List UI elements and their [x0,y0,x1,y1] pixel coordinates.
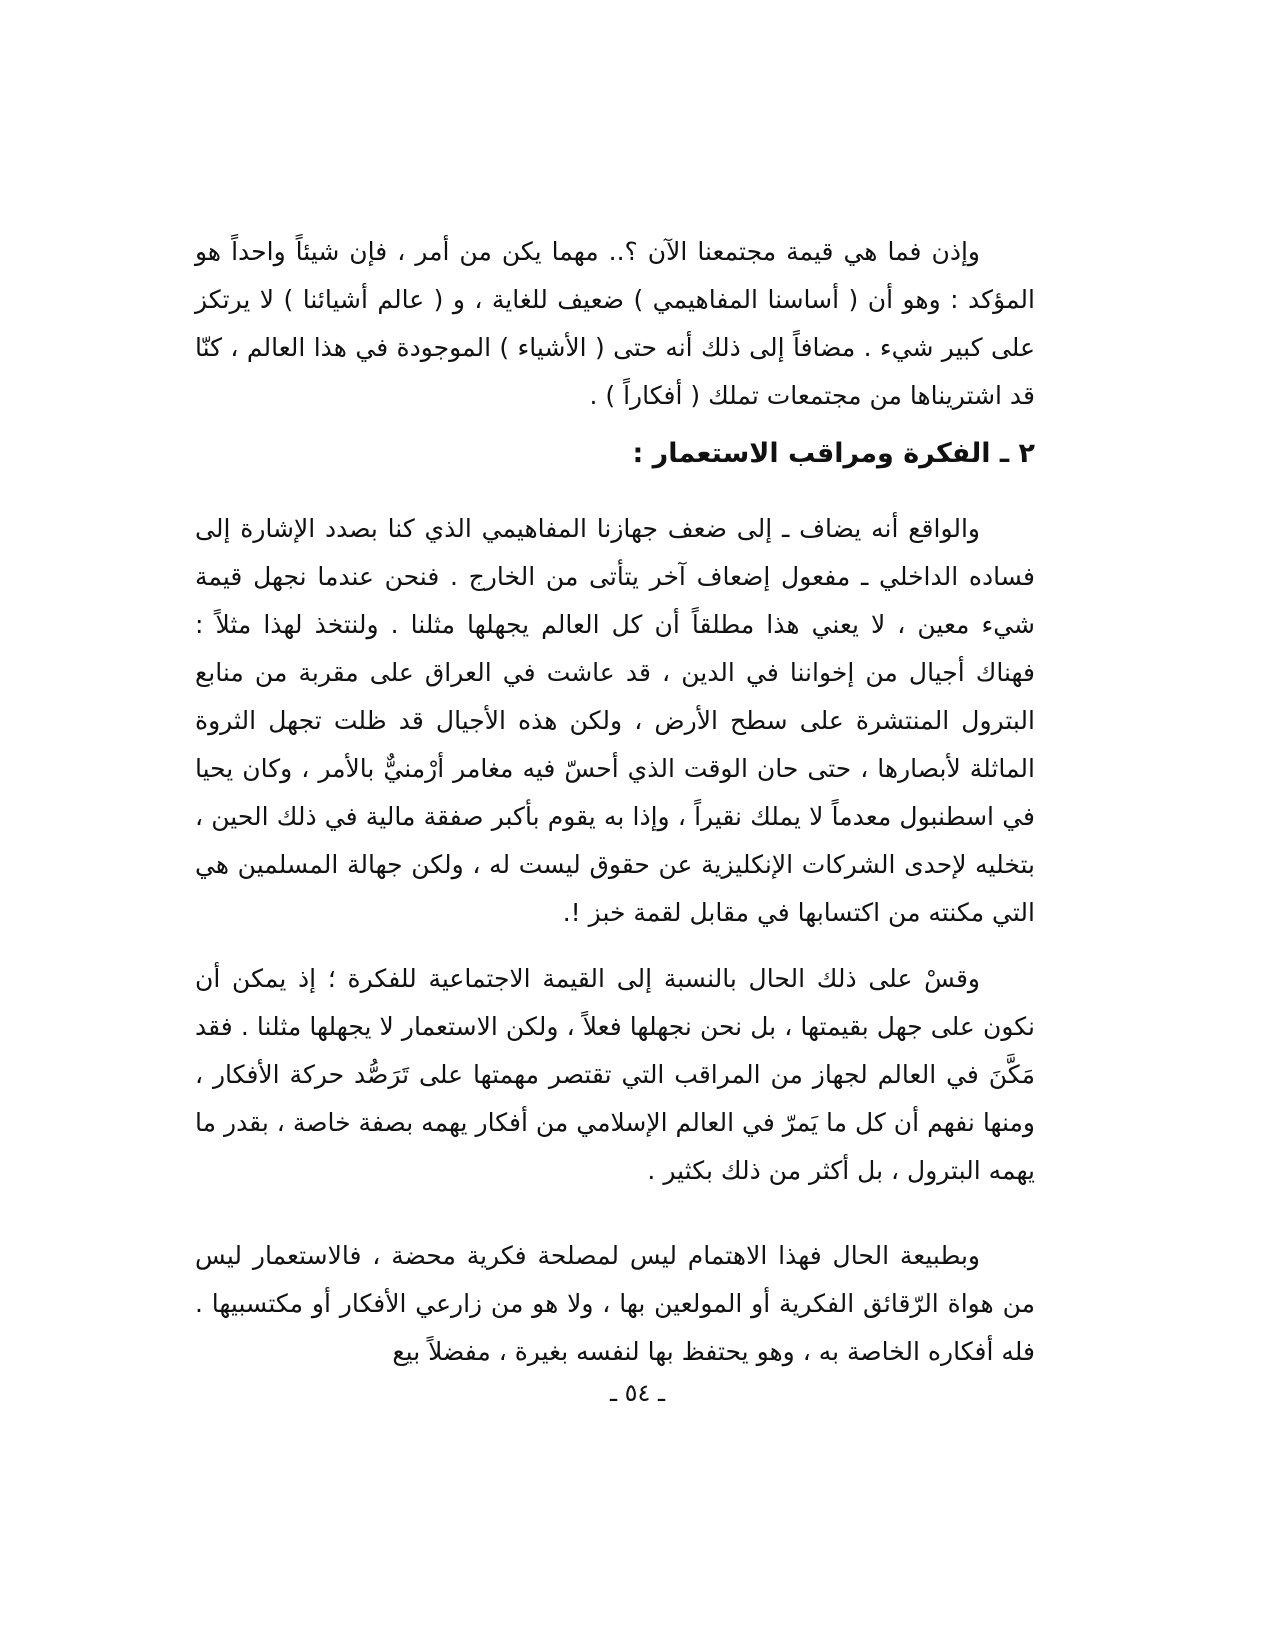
paragraph-2-text: والواقع أنه يضاف ـ إلى ضعف جهازنا المفاهيمي الذي كنا بصدد الإشارة إلى فساده الداخلي ـ مفعول إضعاف آخر يتأتى من الخارج . فنحن عندما نجهل قيمة شيء معين ، لا يعني هذا مطلقاً أن كل العالم يجهلها مثلنا . ولنتخذ لهذا مثلاً : فهناك أجيال من إخواننا في الدين ، قد عاشت في العراق على مقربة من منابع البترول المنتشرة على سطح الأرض ، ولكن هذه الأجيال قد ظلت تجهل الثروة الماثلة لأبصارها ، حتى حان الوقت الذي أحسّ فيه مغامر أرْمنيٌّ بالأمر ، وكان يحيا في اسطنبول معدماً لا يملك نقيراً ، وإذا به يقوم بأكبر صفقة مالية في ذلك الحين ، بتخليه لإحدى الشركات الإنكليزية عن حقوق ليست له ، ولكن جهالة المسلمين هي التي مكنته من اكتسابها في مقابل لقمة خبز !. [195,514,1035,927]
section-heading: ٢ ـ الفكرة ومراقب الاستعمار : [632,438,1035,469]
paragraph-3-text: وقسْ على ذلك الحال بالنسبة إلى القيمة الاجتماعية للفكرة ؛ إذ يمكن أن نكون على جهل بقيمتها ، بل نحن نجهلها فعلاً ، ولكن الاستعمار لا يجهلها مثلنا . فقد مَكَّنَ في العالم لجهاز من المراقب التي تقتصر مهمتها على تَرَصُّد حركة الأفكار ، ومنها نفهم أن كل ما يَمرّ في العالم الإسلامي من أفكار يهمه بصفة خاصة ، بقدر ما يهمه البترول ، بل أكثر من ذلك بكثير . [195,964,1035,1185]
paragraph-4-text: وبطبيعة الحال فهذا الاهتمام ليس لمصلحة فكرية محضة ، فالاستعمار ليس من هواة الرّقائق الفكرية أو المولعين بها ، ولا هو من زارعي الأفكار أو مكتسبيها . فله أفكاره الخاصة به ، وهو يحتفظ بها لنفسه بغيرة ، مفضلاً بيع [195,1241,1035,1366]
paragraph-1-text: وإذن فما هي قيمة مجتمعنا الآن ؟.. مهما يكن من أمر ، فإن شيئاً واحداً هو المؤكد : وهو أن ( أساسنا المفاهيمي ) ضعيف للغاية ، و ( عالم أشيائنا ) لا يرتكز على كبير شيء . مضافاً إلى ذلك أنه حتى ( الأشياء ) الموجودة في هذا العالم ، كنّا قد اشتريناها من مجتمعات تملك ( أفكاراً ) . [195,237,1035,410]
page-number: ـ ٥٤ ـ [609,1379,666,1407]
paragraph-2 [195,505,1035,937]
paragraph-3 [195,955,1035,1195]
paragraph-4 [195,1232,1035,1376]
paragraph-1 [195,228,1035,420]
